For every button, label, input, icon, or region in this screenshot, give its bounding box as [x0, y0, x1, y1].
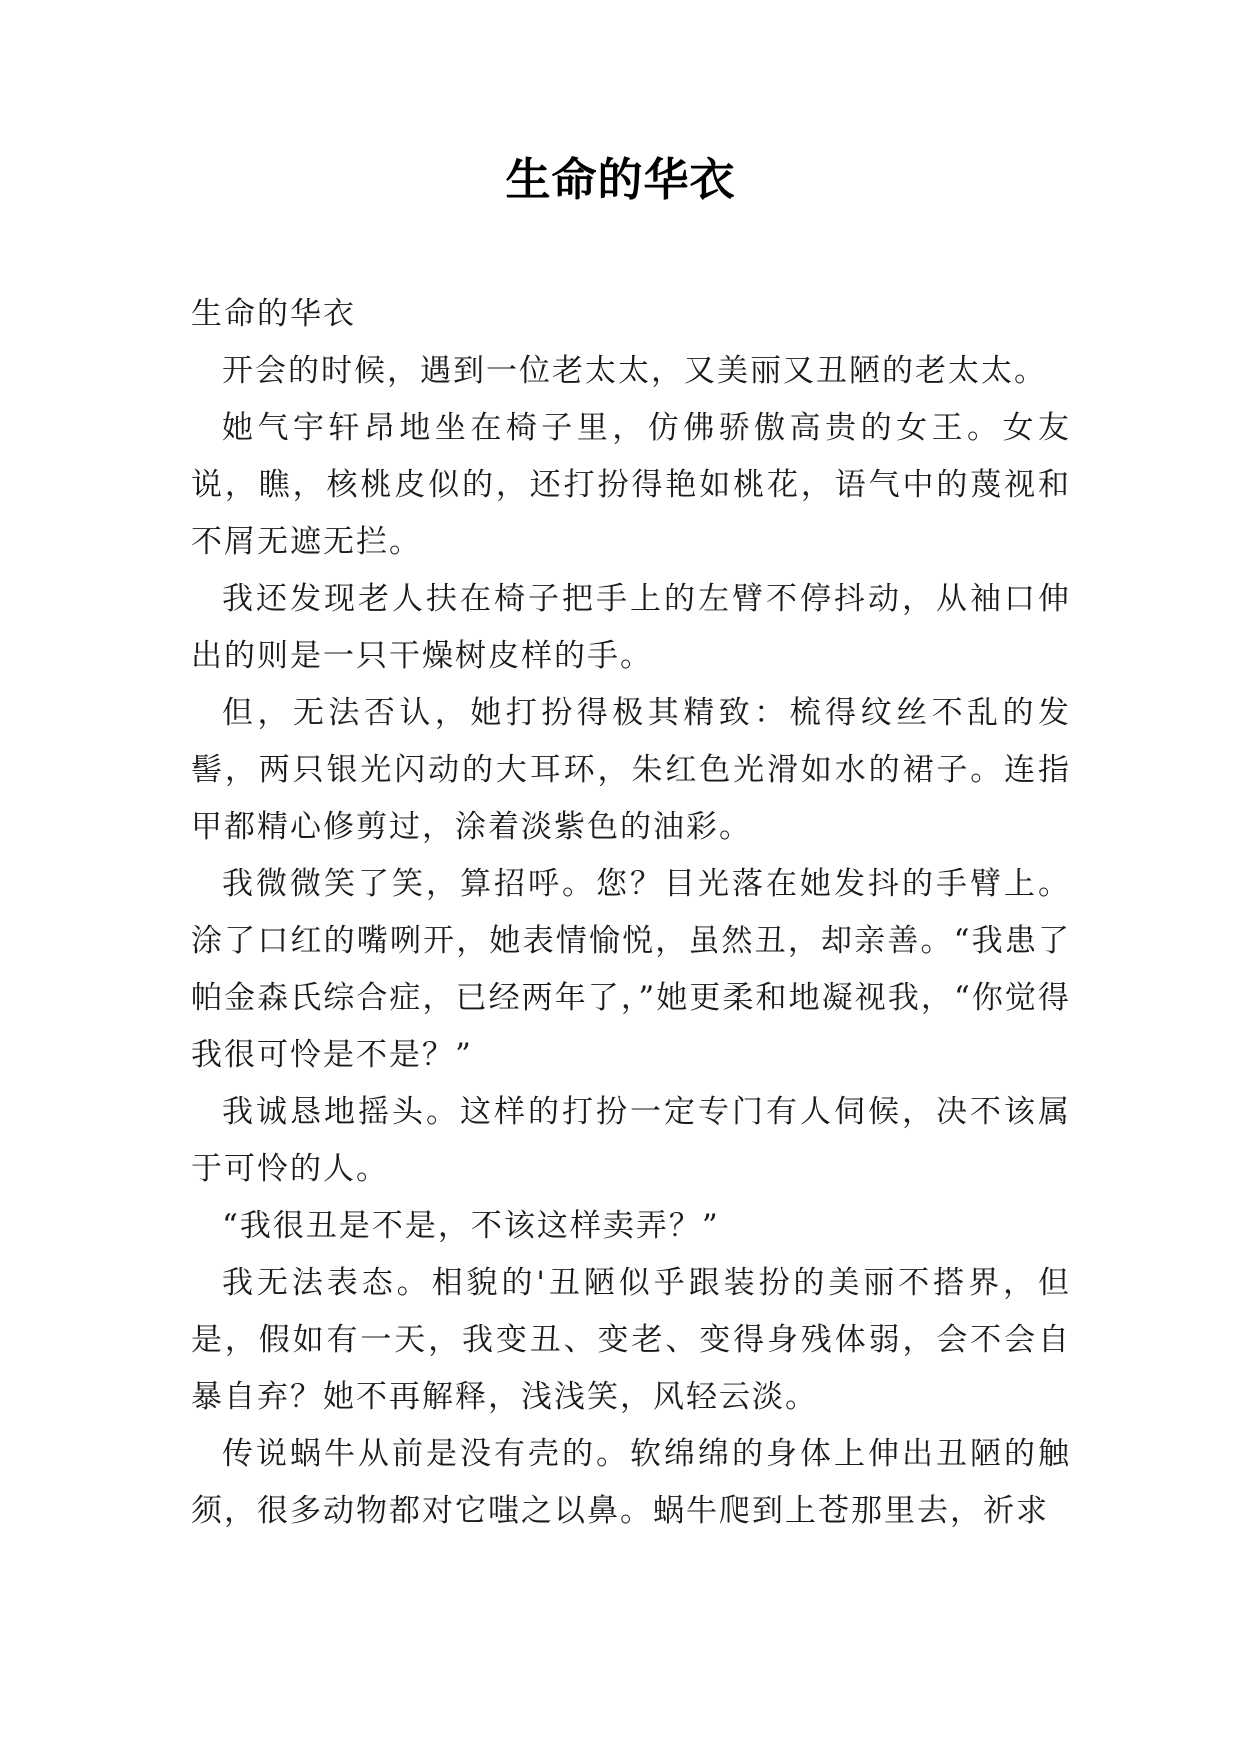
paragraph: 我无法表态。相貌的'丑陋似乎跟装扮的美丽不搭界，但是，假如有一天，我变丑、变老、变得身残体弱，会不会自暴自弃？她不再解释，浅浅笑，风轻云淡。 [191, 1265, 1071, 1415]
paragraph: 我还发现老人扶在椅子把手上的左臂不停抖动，从袖口伸出的则是一只干燥树皮样的手。 [191, 581, 1071, 674]
paragraph: 开会的时候，遇到一位老太太，又美丽又丑陋的老太太。 [222, 353, 1047, 389]
paragraph: 但，无法否认，她打扮得极其精致：梳得纹丝不乱的发髻，两只银光闪动的大耳环，朱红色光滑如水的裙子。连指甲都精心修剪过，涂着淡紫色的油彩。 [191, 695, 1071, 845]
paragraph: 传说蜗牛从前是没有壳的。软绵绵的身体上伸出丑陋的触须，很多动物都对它嗤之以鼻。蜗牛爬到上苍那里去，祈求 [191, 1436, 1071, 1529]
paragraph: 我诚恳地摇头。这样的打扮一定专门有人伺候，决不该属于可怜的人。 [191, 1094, 1071, 1187]
document-subtitle: 生命的华衣 [191, 296, 356, 332]
paragraph: 我微微笑了笑，算招呼。您？目光落在她发抖的手臂上。涂了口红的嘴咧开，她表情愉悦，虽然丑，却亲善。“我患了帕金森氏综合症，已经两年了，”她更柔和地凝视我，“你觉得我很可怜是不是？” [191, 866, 1071, 1073]
document-title: 生命的华衣 [505, 153, 736, 206]
paragraph: 她气宇轩昂地坐在椅子里，仿佛骄傲高贵的女王。女友说，瞧，核桃皮似的，还打扮得艳如桃花，语气中的蔑视和不屑无遮无拦。 [191, 410, 1071, 560]
paragraph: “我很丑是不是，不该这样卖弄？” [222, 1208, 720, 1244]
document-body [191, 286, 1071, 1540]
